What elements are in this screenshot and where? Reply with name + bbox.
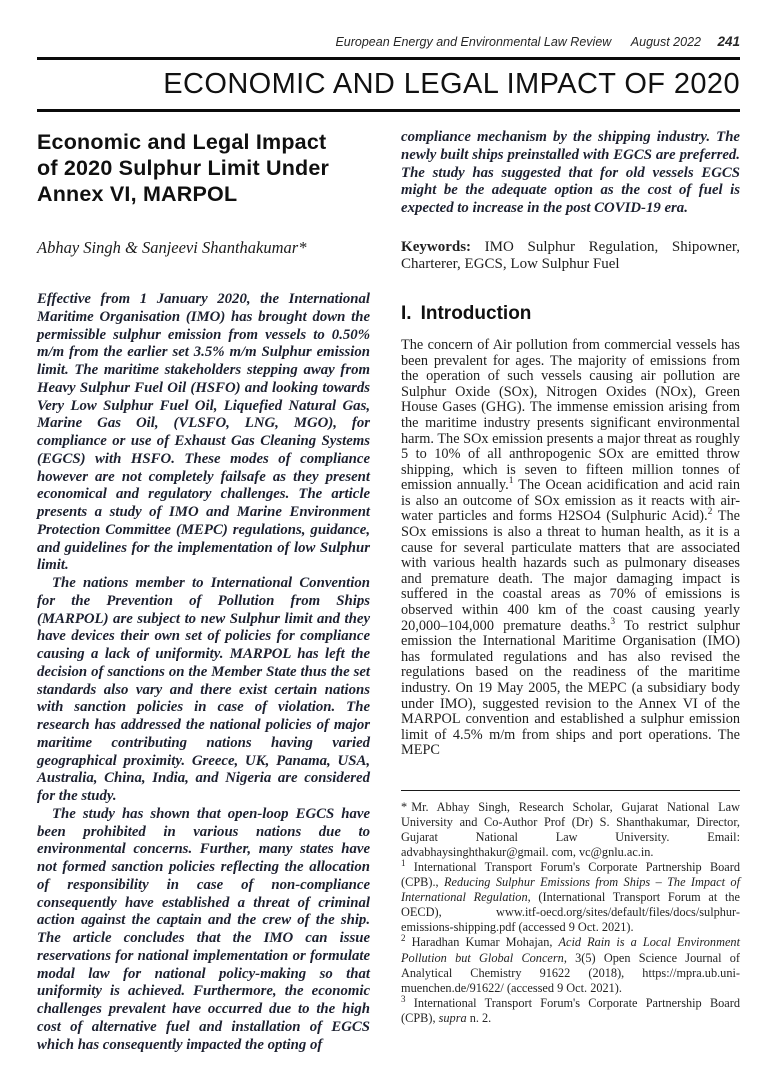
abstract-paragraph-4: compliance mechanism by the shipping industry. The newly built ships preinstalled with EGCS are preferred. The study has suggested that for old vessels EGCS might be the adequate option as the cost of fuel is expected to increase in the post COVID-19 era. xyxy=(401,129,740,216)
two-column-layout xyxy=(37,129,740,1054)
footnotes xyxy=(401,800,740,1026)
running-head xyxy=(37,34,740,49)
abstract-paragraph-1: Effective from 1 January 2020, the International Maritime Organisation (IMO) has brought down the permissible sulphur emission from vessels to 0.50% m/m from the earlier set 3.5% m/m Sulphur emission limit. The maritime stakeholders stepping away from Heavy Sulphur Fuel Oil (HSFO) and looking towards Very Low Sulphur Fuel Oil, Liquefied Natural Gas, Marine Gas Oil, (VLSFO, LNG, MGO), for compliance or use of Exhaust Gas Cleaning Systems (EGCS) with HSFO. These modes of compliance however are not completely failsafe as they present economical and regulatory challenges. The article presents a study of IMO and Marine Environment Protection Committee (MEPC) regulations, guidance, and guidelines for the implementation of low Sulphur limit. xyxy=(37,291,371,574)
banner-rule xyxy=(37,109,740,112)
footnote-3 xyxy=(401,993,740,1026)
intro-text-segment: The SOx emissions is also a threat to human health, as it is a cause for several particulate matters that are associated with various health hazards such as pulmonary diseases and premature death. The major damaging impact is suffered in the coastal areas as 70% of emissions is observed within 400 km of the coast causing yearly 20,000–104,000 premature deaths. xyxy=(401,508,740,634)
footnote-separator xyxy=(401,790,740,791)
footnote-ref-1: 1 xyxy=(508,476,514,487)
section-heading-introduction xyxy=(401,303,740,325)
top-rule xyxy=(37,57,740,60)
keywords-line xyxy=(401,239,740,274)
footnote-2-source-title: Acid Rain is a Local Environment Pollution but Global Concern xyxy=(401,935,740,965)
footnote-3-text: International Transport Forum's Corporate Partnership Board (CPB), xyxy=(401,995,740,1025)
section-label: Introduction xyxy=(420,302,532,324)
footnote-ref-3: 3 xyxy=(610,616,616,627)
footnote-2-marker: 2 xyxy=(401,933,406,944)
page-number: 241 xyxy=(717,34,740,49)
journal-name: European Energy and Environmental Law Review xyxy=(335,35,612,49)
footnote-2-text: Haradhan Kumar Mohajan, xyxy=(405,935,559,950)
intro-text-segment: The concern of Air pollution from commercial vessels has been prevalent for ages. The majority of emissions from the operation of such vessels causing air pollution are Sulphur Oxide (SOx), Nitrogen Oxides (NOx), Green House Gases (GHG). The immense emission arising from the maritime industry presents significant environmental harm. The SOx emission presents a major threat as roughly 5 to 10% of all anthropogenic SOx are emitted throw shipping, which is seven to fifteen million tonnes of emission annually. xyxy=(401,336,740,494)
footnote-block xyxy=(401,790,740,1052)
footnote-2-text: , 3(5) Open Science Journal of Analytical Chemistry 91622 (2018), https://mpra.ub.uni-muenchen.de/91622/ (accessed 9 Oct. 2021). xyxy=(401,950,740,995)
footnote-3-marker: 3 xyxy=(401,993,406,1004)
article-title-line-3: Annex VI, MARPOL xyxy=(37,182,238,206)
footnote-1 xyxy=(401,857,740,935)
section-number: I. xyxy=(401,302,412,324)
left-column xyxy=(37,129,370,1054)
introduction-paragraph xyxy=(401,338,740,759)
footnote-ref-2: 2 xyxy=(707,507,713,518)
abstract-paragraph-2: The nations member to International Convention for the Prevention of Pollution from Ships (MARPOL) are subject to new Sulphur limit and they have devices their own set of policies for compliance causing a lack of uniformity. MARPOL has left the decision of sanctions on the Member State thus the set standards also vary and there exist certain nations with sanction policies in case of violation. The research has addressed the national policies of major maritime contributing nations having varied geographical proximity. Greece, UK, Panama, USA, Australia, China, India, and Nigeria are considered for the study. xyxy=(37,575,371,804)
authors: Abhay Singh & Sanjeevi Shanthakumar* xyxy=(37,238,307,257)
keywords-text: IMO Sulphur Regulation, Shipowner, Charterer, EGCS, Low Sulphur Fuel xyxy=(401,238,740,273)
footnote-1-text: , (International Transport Forum at the OECD), www.itf-oecd.org/sites/default/files/docs/sulphur-emissions-shipping.pdf (accessed 9 Oct. 2021). xyxy=(401,890,740,935)
article-title-line-2: of 2020 Sulphur Limit Under xyxy=(37,156,330,180)
footnote-3-supra: supra xyxy=(438,1010,467,1025)
footnote-3-text: n. 2. xyxy=(466,1010,492,1025)
footnote-1-text: International Transport Forum's Corporate Partnership Board (CPB)., xyxy=(401,859,740,890)
intro-text-segment: The Ocean acidification and acid rain is also an outcome of SOx emission as it reacts with air-water particles and forms H2SO4 (Sulphuric Acid). xyxy=(401,477,740,525)
footnote-1-marker: 1 xyxy=(401,857,406,868)
footnote-2 xyxy=(401,935,740,995)
footnote-star-marker: * xyxy=(401,799,408,814)
footnote-1-source-title: Reducing Sulphur Emissions from Ships – The Impact of International Regulation xyxy=(401,875,740,905)
article-title-line-1: Economic and Legal Impact xyxy=(37,130,327,154)
footnote-star-text: Mr. Abhay Singh, Research Scholar, Gujarat National Law University and Co-Author Prof (Dr) S. Shanthakumar, Director, Gujarat National Law University. Email: advabhaysinghthakur@gmail. com, vc@gnlu.ac.in. xyxy=(401,799,740,859)
issue-date: August 2022 xyxy=(630,35,701,49)
footnote-star xyxy=(401,800,740,860)
keywords-label: Keywords: xyxy=(401,238,472,255)
intro-text-segment: To restrict sulphur emission the International Maritime Organisation (IMO) has formulated regulations and has also revised the regulations based on the readiness of the maritime industry. On 19 May 2005, the MEPC (a subsidiary body under IMO), suggested revision to the Annex VI of the MARPOL convention and established a sulphur emission limit of 4.5% m/m from ships and port operations. The MEPC xyxy=(401,617,740,759)
banner-title: ECONOMIC AND LEGAL IMPACT OF 2020 xyxy=(163,68,740,100)
article-title xyxy=(37,129,370,207)
right-column xyxy=(401,129,740,1052)
abstract-paragraph-3: The study has shown that open-loop EGCS have been prohibited in various nations due to environmental concerns. Further, many states have not formed sanction policies reflecting the allocation of responsibility in case of non-compliance consequently have established a threat of criminal action against the captain and the crew of the ship. The article concludes that the IMO can issue reservations for national implementation or formulate modal law for national policy-making so that uniformity is achieved. Furthermore, the economic challenges prevalent have occurred due to the high cost of alternative fuel and installation of EGCS which has consequently impacted the opting of xyxy=(37,805,371,1053)
